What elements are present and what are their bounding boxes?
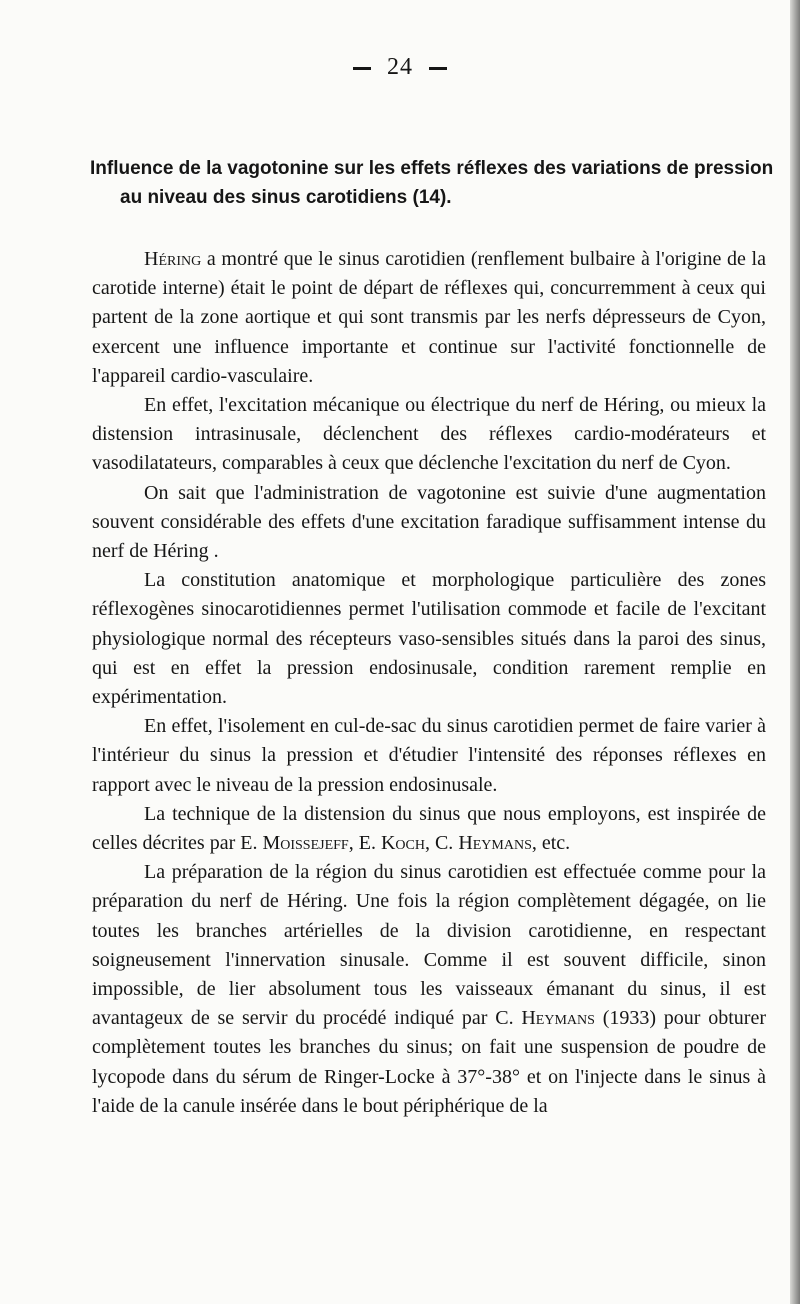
section-heading: Influence de la vagotonine sur les effets réflexes des variations de pression au niveau des sinus carotidiens (14). <box>90 158 774 208</box>
paragraph-text: , etc. <box>531 832 571 855</box>
paragraph-text: La préparation de la région du sinus carotidien est effectuée comme pour la préparation du nerf de Héring. Une fois la région complètement dégagée, on lie toutes les branches artérielles de la division carotidienne, en respectant soigneusement l'innervation sinusale. Comme il est souvent difficile, sinon impossible, de lier absolument tous les vaisseaux émanant du sinus, il est avantageux de se servir du procédé indiqué par C. <box>92 861 766 1030</box>
paragraph-text: (1933) pour obturer complètement toutes les branches du sinus; on fait une suspension de poudre de lycopode dans du sérum de Ringer-Locke à 37°-38° et on l'injecte dans le sinus à l'aide de la canule insérée dans le bout périphérique de la <box>92 1007 767 1117</box>
page-number-dash-right <box>429 67 447 70</box>
page-number <box>0 54 800 81</box>
author-name: Koch <box>380 832 425 855</box>
author-name: Héring <box>144 248 202 270</box>
paragraph-text: a montré que le sinus carotidien (renflement bulbaire à l'origine de la carotide interne) était le point de départ de réflexes qui, concurremment à ceux qui partent de la zone aortique et qui sont transmis par les nerfs dépresseurs de Cyon, exercent une influence importante et continue sur l'activité fonctionnelle de l'appareil cardio-vasculaire. <box>92 248 766 387</box>
paragraph-4: La constitution anatomique et morphologique particulière des zones réflexogènes sinocarotidiennes permet l'utilisation commode et facile de l'excitant physiologique normal des récepteurs vaso-sensibles situés dans la paroi des sinus, qui est en effet la pression endosinusale, condition rarement remplie en expérimentation. <box>92 569 766 709</box>
separator: , E. <box>348 832 381 855</box>
page-edge-shadow <box>790 0 800 1304</box>
paragraph-7 <box>92 858 766 1121</box>
body-text <box>92 245 766 1121</box>
paragraph-3: On sait que l'administration de vagotonine est suivie d'une augmentation souvent considérable des effets d'une excitation faradique suffisamment intense du nerf de Héring . <box>92 481 766 563</box>
paragraph-5: En effet, l'isolement en cul-de-sac du sinus carotidien permet de faire varier à l'intérieur du sinus la pression et d'étudier l'intensité des réponses réflexes en rapport avec le niveau de la pression endosinusale. <box>92 715 766 796</box>
paragraph-2: En effet, l'excitation mécanique ou électrique du nerf de Héring, ou mieux la distension intrasinusale, déclenchent des réflexes cardio-modérateurs et vasodilatateurs, comparables à ceux que déclenche l'excitation du nerf de Cyon. <box>92 394 766 475</box>
page-number-dash-left <box>353 67 371 70</box>
author-name: Heymans <box>458 832 532 855</box>
author-name: Moissejeff <box>262 832 349 855</box>
paragraph-6 <box>92 800 766 858</box>
paragraph-1 <box>92 245 766 391</box>
separator: , C. <box>424 832 459 855</box>
paragraph-text: La technique de la distension du sinus que nous employons, est inspirée de celles décrites par E. <box>92 802 766 855</box>
author-name: Heymans <box>521 1007 595 1030</box>
page-number-value: 24 <box>387 54 413 80</box>
